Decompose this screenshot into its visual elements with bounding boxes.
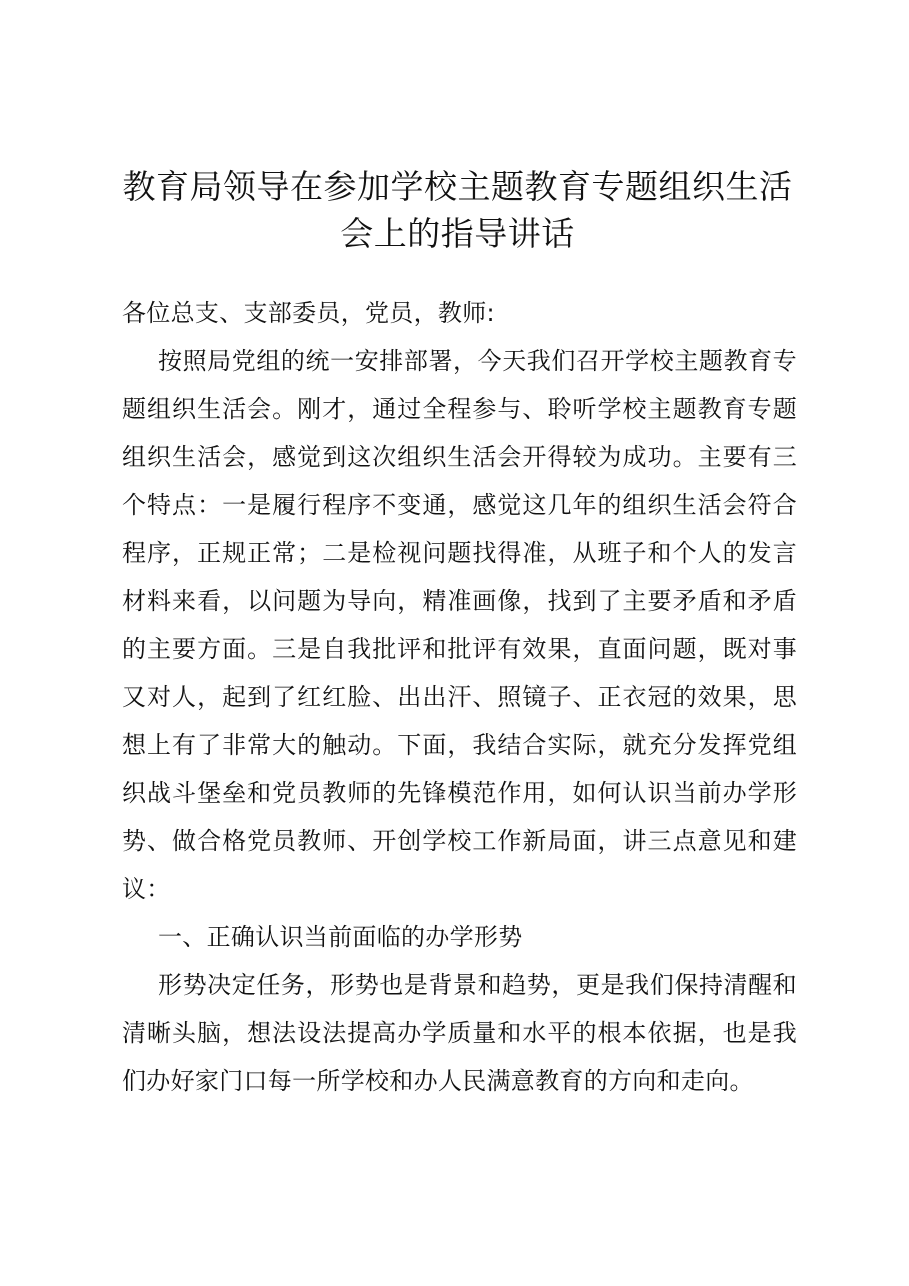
document-body [122, 289, 797, 1105]
section-heading: 一、正确认识当前面临的办学形势 [158, 923, 523, 951]
salutation: 各位总支、支部委员，党员，教师: [122, 299, 495, 327]
body-paragraph: 按照局党组的统一安排部署，今天我们召开学校主题教育专题组织生活会。刚才，通过全程参与、聆听学校主题教育专题组织生活会，感觉到这次组织生活会开得较为成功。主要有三个特点：一是履行程序不变通，感觉这几年的组织生活会符合程序，正规正常；二是检视问题找得准，从班子和个人的发言材料来看，以问题为导向，精准画像，找到了主要矛盾和矛盾的主要方面。三是自我批评和批评有效果，直面问题，既对事又对人，起到了红红脸、出出汗、照镜子、正衣冠的效果，思想上有了非常大的触动。下面，我结合实际，就充分发挥党组织战斗堡垒和党员教师的先锋模范作用，如何认识当前办学形势、做合格党员教师、开创学校工作新局面，讲三点意见和建议： [122, 347, 797, 903]
document-title: 教育局领导在参加学校主题教育专题组织生活会上的指导讲话 [122, 167, 793, 253]
body-paragraph: 形势决定任务，形势也是背景和趋势，更是我们保持清醒和清晰头脑，想法设法提高办学质量和水平的根本依据，也是我们办好家门口每一所学校和办人民满意教育的方向和走向。 [122, 971, 797, 1095]
